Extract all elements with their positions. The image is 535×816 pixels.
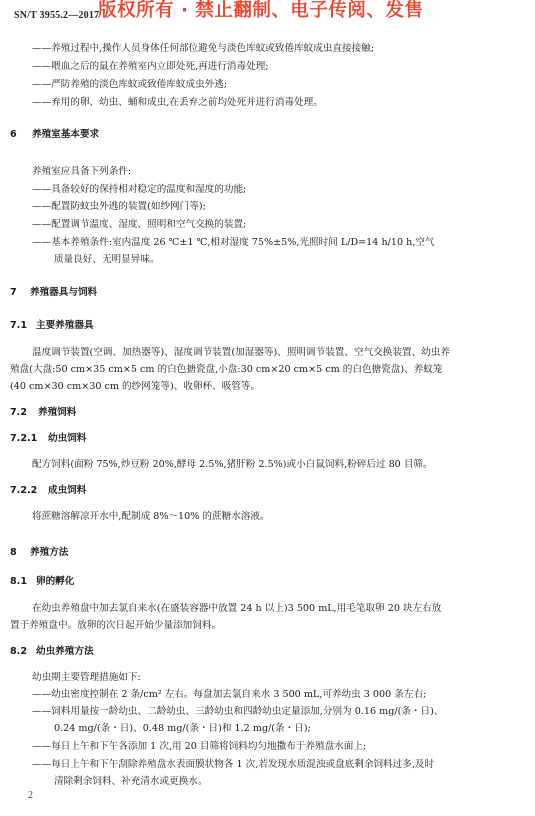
section-8-2-item-4: ——每日上午和下午刮除养殖盘水表面膜状物各 1 次,若发现水质混浊或盘底剩余饲料过多,及时 xyxy=(32,759,435,770)
section-title: 养殖室基本要求 xyxy=(32,129,100,140)
section-7-2-heading xyxy=(10,406,76,419)
section-8-2-item-4-cont: 清除剩余饲料、补充清水或更换水。 xyxy=(54,776,208,787)
section-8-heading xyxy=(10,546,68,559)
section-8-2-item-2-cont: 0.24 mg/(条・日)、0.48 mg/(条・日)和 1.2 mg/(条・日); xyxy=(54,723,311,734)
section-7-2-2-text: 将蔗糖溶解凉开水中,配制成 8%～10% 的蔗糖水溶液。 xyxy=(32,511,270,522)
section-title: 主要养殖器具 xyxy=(36,320,94,331)
section-8-1-heading xyxy=(10,575,74,588)
section-8-2-item-2: ——饲料用量按一龄幼虫、二龄幼虫、三龄幼虫和四龄幼虫定量添加,分别为 0.16 mg/(条・日)、 xyxy=(32,706,444,717)
section-title: 成虫饲料 xyxy=(48,485,87,496)
section-7-2-1-text: 配方饲料(面粉 75%,炒豆粉 20%,酵母 2.5%,猪肝粉 2.5%)或小白鼠饲料,粉碎后过 80 目筛。 xyxy=(32,459,433,470)
section-8-1-line-1: 在幼虫养殖盘中加去氯自来水(在盛装容器中放置 24 h 以上)3 500 mL,用毛笔取卵 20 块左右放 xyxy=(32,603,442,614)
page-number: 2 xyxy=(28,790,33,801)
section-title: 卵的孵化 xyxy=(36,576,75,587)
section-number: 7.1 xyxy=(10,320,27,331)
section-6-item-3: ——配置调节温度、湿度、照明和空气交换的装置; xyxy=(32,219,247,230)
section-number: 8.1 xyxy=(10,576,27,587)
copyright-watermark: 版权所有 · 禁止翻制、电子传阅、发售 xyxy=(98,0,424,21)
section-7-2-2-heading xyxy=(10,484,86,497)
section-7-2-1-heading xyxy=(10,432,86,445)
section-number: 7.2.1 xyxy=(10,433,38,444)
intro-item-3: ——严防养殖的淡色库蚊或致倦库蚊成虫外逃; xyxy=(32,79,228,90)
section-7-1-line-3: (40 cm×30 cm×30 cm 的纱网笼等)、收卵杯、吸管等。 xyxy=(10,381,261,392)
section-6-lead: 养殖室应具备下列条件: xyxy=(32,166,132,177)
section-7-1-heading xyxy=(10,319,94,332)
section-number: 8 xyxy=(10,547,17,558)
section-7-1-line-2: 殖盘(大盘:50 cm×35 cm×5 cm 的白色搪瓷盘,小盘:30 cm×20 cm×5 cm 的白色搪瓷盘)、养蚊笼 xyxy=(10,364,443,375)
intro-item-2: ——喂血之后的鼠在养殖室内立即处死,再进行消毒处理; xyxy=(32,61,269,72)
section-7-1-line-1: 温度调节装置(空调、加热器等)、湿度调节装置(加湿器等)、照明调节装置、空气交换装置、幼虫养 xyxy=(32,347,450,358)
section-7-heading xyxy=(10,286,97,299)
section-8-2-item-3: ——每日上午和下午各添加 1 次,用 20 目筛将饲料均匀地撒布于养殖盘水面上; xyxy=(32,741,367,752)
section-title: 养殖方法 xyxy=(30,547,69,558)
intro-item-1: ——养殖过程中,操作人员身体任何部位避免与淡色库蚊或致倦库蚊成虫直接接触; xyxy=(32,43,375,54)
section-8-1-line-2: 置于养殖盘中。放卵的次日起开始少量添加饲料。 xyxy=(10,620,222,631)
section-number: 7 xyxy=(10,287,17,298)
section-title: 幼虫饲料 xyxy=(48,433,87,444)
section-number: 7.2.2 xyxy=(10,485,38,496)
standard-code: SN/T 3955.2—2017 xyxy=(14,10,100,21)
section-title: 养殖器具与饲料 xyxy=(30,287,98,298)
section-6-heading xyxy=(10,128,99,141)
section-8-2-item-1: ——幼虫密度控制在 2 条/cm² 左右。每盘加去氯自来水 3 500 mL,可养幼虫 3 000 条左右; xyxy=(32,689,427,700)
section-8-2-lead: 幼虫期主要管理措施如下: xyxy=(32,672,141,683)
section-8-2-heading xyxy=(10,645,94,658)
section-6-item-4-cont: 质量良好、无明显异味。 xyxy=(54,254,160,265)
section-6-item-4: ——基本养殖条件:室内温度 26 ℃±1 ℃,相对湿度 75%±5%,光照时间 L/D=14 h/10 h,空气 xyxy=(32,237,435,248)
section-number: 8.2 xyxy=(10,646,27,657)
section-6-item-2: ——配置防蚊虫外逃的装置(如纱网门等); xyxy=(32,201,206,212)
section-title: 养殖饲料 xyxy=(38,407,77,418)
section-number: 7.2 xyxy=(10,407,27,418)
section-title: 幼虫养殖方法 xyxy=(36,646,94,657)
section-number: 6 xyxy=(10,129,17,140)
section-6-item-1: ——具备较好的保持相对稳定的温度和湿度的功能; xyxy=(32,184,247,195)
intro-item-4: ——弃用的卵、幼虫、蛹和成虫,在丢弃之前均处死并进行消毒处理。 xyxy=(32,97,323,108)
